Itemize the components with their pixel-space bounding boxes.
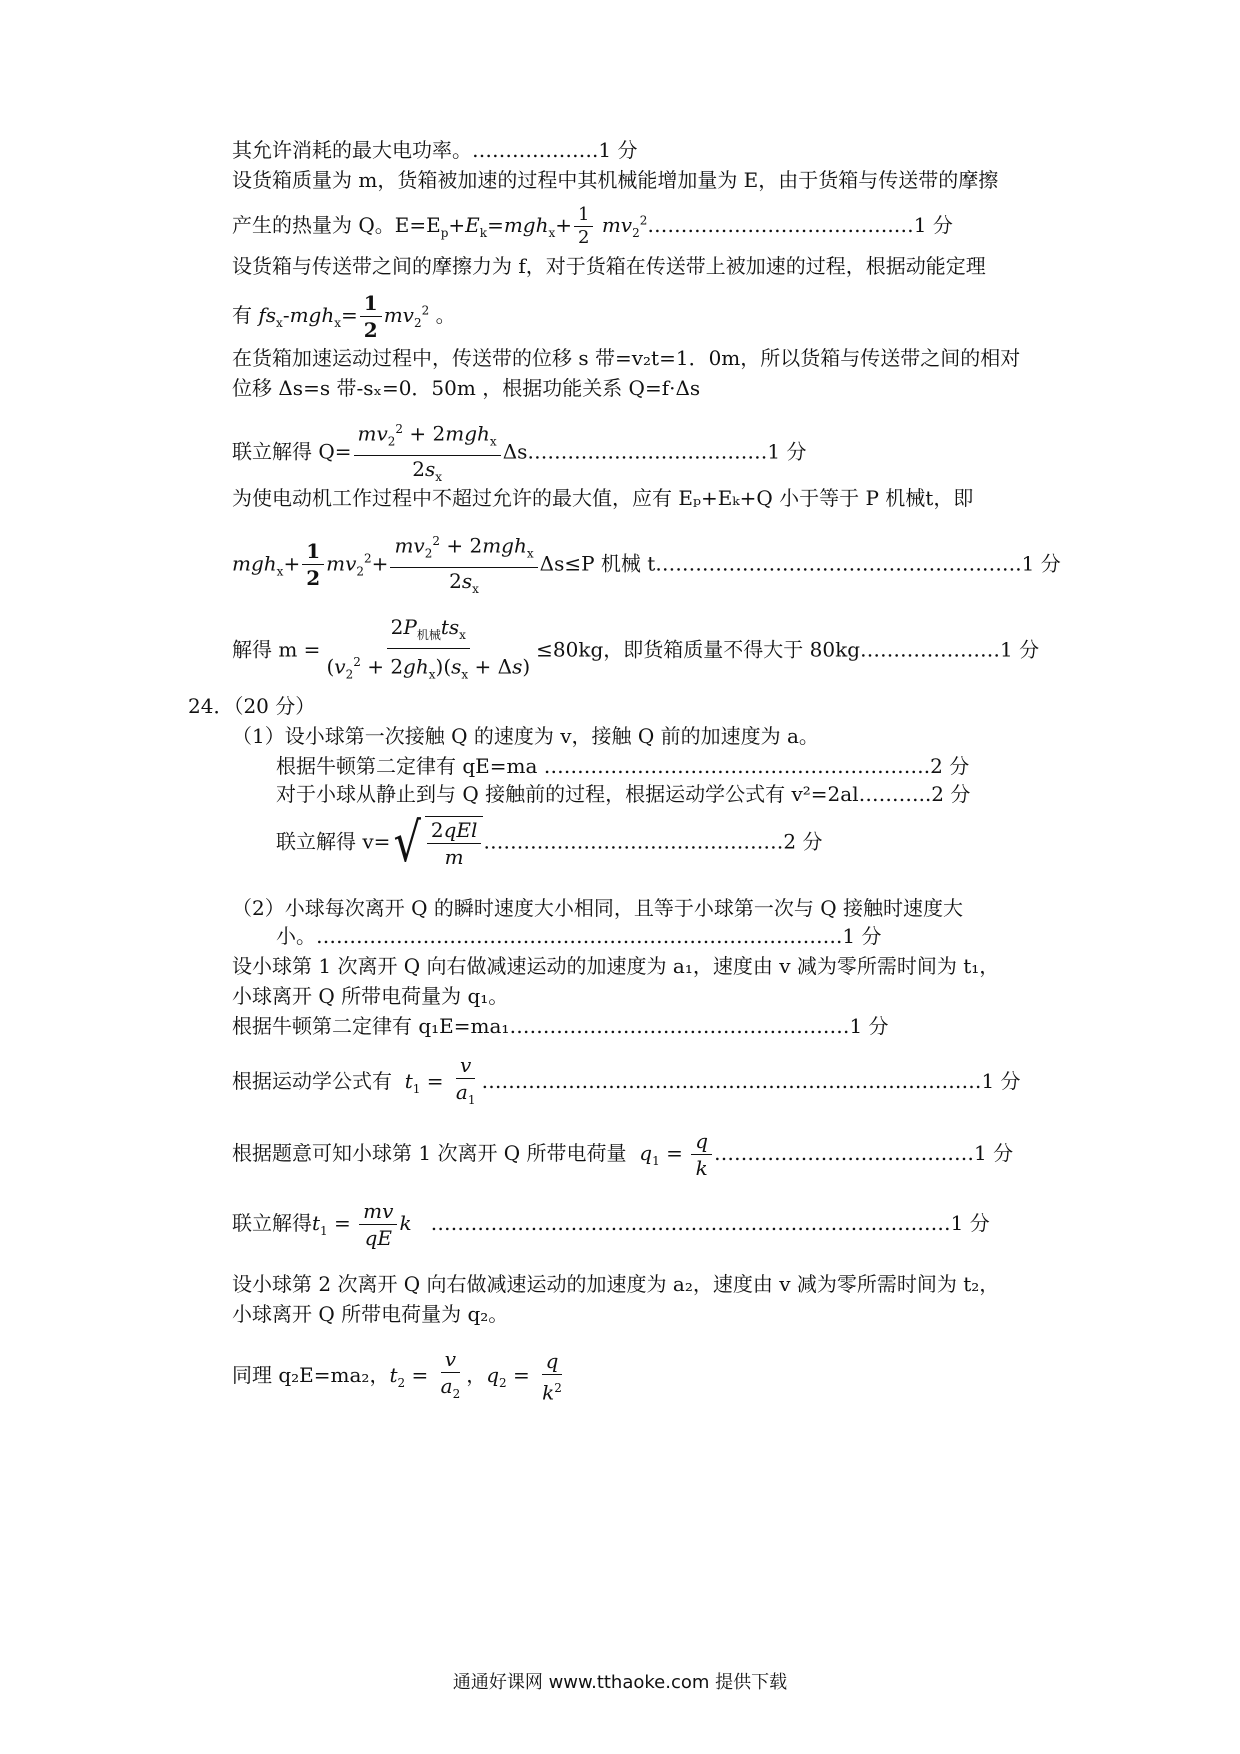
part2-first-charge: 小球离开 Q 所带电荷量为 q₁。 [232, 984, 509, 1008]
similarly-label: 同理 q₂E=ma₂， [232, 1363, 390, 1387]
line-solve-m [232, 614, 1039, 688]
solve-m-label: 解得 m = [232, 637, 321, 662]
q-fraction: $\frac{mv_2^2 + 2mgh_x}{2s_x}$ [354, 416, 501, 490]
solve-t1-dots: ……………………………………………………………………1 分 [430, 1211, 990, 1235]
energy-eq-label: 产生的热量为 Q。E=E [232, 213, 441, 237]
line-solve-q [232, 416, 807, 490]
line-inequality: mgh$_x$+ $\frac{1}{2}$ $mv_2^2+$ $\frac{mv_2^2 + 2mgh_x}{2s_x}$ Δs≤P 机械 t……………………………………………….1 分 [232, 528, 1061, 602]
t1-solution-fraction: $\frac{mv}{qE}$ [359, 1198, 397, 1251]
line-max-power: 其允许消耗的最大电功率。……………….1 分 [232, 138, 638, 162]
part2-second-leave: 设小球第 2 次离开 Q 向右做减速运动的加速度为 a₂，速度由 v 减为零所需时间为 t₂， [232, 1272, 1000, 1296]
line-relative-displacement: 位移 Δs=s 带-sₓ=0．50m ，根据功能关系 Q=f·Δs [232, 376, 701, 400]
charge-1-dots: …………………………………1 分 [714, 1141, 1014, 1165]
kinematics-1-label: 根据运动学公式有 [232, 1069, 392, 1093]
inequality-dots: Δs≤P 机械 t……………………………………………….1 分 [539, 551, 1061, 576]
part2-solve-t1: 联立解得$t_1$ = $\frac{mv}{qE}$ k ……………………………………………………………………1 分 [232, 1199, 990, 1250]
part2-heading-cont: 小。…………………………………………………………………….1 分 [276, 924, 882, 948]
t2-fraction: $\frac{v}{a_2}$ [440, 1347, 461, 1401]
energy-eq-dots: ……………………………….…1 分 [647, 213, 953, 237]
part1-heading: （1）设小球第一次接触 Q 的速度为 v，接触 Q 前的加速度为 a。 [232, 724, 819, 748]
part1-solve-v [276, 811, 823, 874]
charge-1-label: 根据题意可知小球第 1 次离开 Q 所带电荷量 [232, 1141, 627, 1165]
part2-similarly: 同理 q₂E=ma₂，$t_2$ = $\frac{v}{a_2}$ ，$q_2$ = $\frac{q}{k^2}$ [232, 1346, 568, 1407]
solve-q-label: 联立解得 Q= [232, 439, 352, 464]
sqrt-expression: √ $\frac{\text{2qEl}}{m}$ [390, 816, 483, 870]
part2-newton-1: 根据牛顿第二定律有 q₁E=ma₁……………………………………………1 分 [232, 1014, 889, 1038]
part1-kinematics: 对于小球从静止到与 Q 接触前的过程，根据运动学公式有 v²=2al………..2 分 [276, 782, 971, 806]
line-max-condition: 为使电动机工作过程中不超过允许的最大值，应有 Eₚ+Eₖ+Q 小于等于 P 机械t，即 [232, 486, 974, 510]
solve-t1-label: 联立解得 [232, 1211, 312, 1235]
line-mass-def: 设货箱质量为 m，货箱被加速的过程中其机械能增加量为 E，由于货箱与传送带的摩擦 [232, 168, 999, 192]
page-footer: 通通好课网 www.tthaoke.com 提供下载 [452, 1672, 788, 1693]
part2-second-charge: 小球离开 Q 所带电荷量为 q₂。 [232, 1302, 509, 1326]
half-fraction: $\frac{1}{2}$ [574, 204, 593, 249]
line-kinetic-theorem: 有 $fs_x-mgh_x=$ $\frac{1}{2}$ $mv_2^2$ 。 [232, 291, 456, 342]
part1-newton: 根据牛顿第二定律有 qE=ma ………………………………………………….2 分 [276, 754, 970, 778]
m-fraction: $\frac{2P_{机械}ts_x}{(v_2^2 + 2gh_x)(s_x + \Delta s)}$ [326, 615, 531, 682]
kinematics-1-dots: …………………………………………………………………1 分 [481, 1069, 1021, 1093]
q-fraction-2: $\frac{mv_2^2 + 2mgh_x}{2s_x}$ [390, 528, 537, 602]
part2-kinematics-1: 根据运动学公式有 $t_1$ = $\frac{v}{a_1}$ …………………………………………………………………1 分 [232, 1052, 1021, 1113]
t1-fraction: $\frac{v}{a_1}$ [455, 1053, 476, 1107]
part2-first-leave: 设小球第 1 次离开 Q 向右做减速运动的加速度为 a₁，速度由 v 减为零所需时间为 t₁， [232, 954, 1000, 978]
line-energy-eq: 产生的热量为 Q。$E=E_p+E_k=mgh_x+$ $\frac{1}{2}$ $mv_2^2\dots\dots\dots\dots\dots\dots\dots\dots\dots\dots\dots\dots.\dots 1$ 分 [232, 204, 953, 248]
question-24-heading: 24．（20 分） [188, 694, 316, 718]
q1-fraction: $\frac{q}{k}$ [691, 1128, 712, 1181]
solve-v-label: 联立解得 v= [276, 829, 391, 854]
solve-v-dots: ………………………………………2 分 [483, 829, 823, 854]
line-belt-displacement: 在货箱加速运动过程中，传送带的位移 s 带=v₂t=1．0m，所以货箱与传送带之间的相对 [232, 346, 1021, 370]
bold-half-fraction: $\frac{1}{2}$ [360, 290, 382, 343]
q2-fraction: $\frac{q}{k^2}$ [542, 1348, 562, 1405]
line-friction-def: 设货箱与传送带之间的摩擦力为 f，对于货箱在传送带上被加速的过程，根据动能定理 [232, 254, 986, 278]
solve-q-dots: Δs………………………………1 分 [502, 439, 807, 464]
part2-charge-1: 根据题意可知小球第 1 次离开 Q 所带电荷量 $q_1$ = $\frac{q}{k}$ …………………………………1 分 [232, 1129, 1014, 1180]
part2-heading: （2）小球每次离开 Q 的瞬时速度大小相同，且等于小球第一次与 Q 接触时速度大 [232, 896, 963, 920]
solve-m-post: ≤80kg，即货箱质量不得大于 80kg…………………1 分 [536, 637, 1040, 662]
bold-half-fraction-2: $\frac{1}{2}$ [302, 538, 324, 591]
